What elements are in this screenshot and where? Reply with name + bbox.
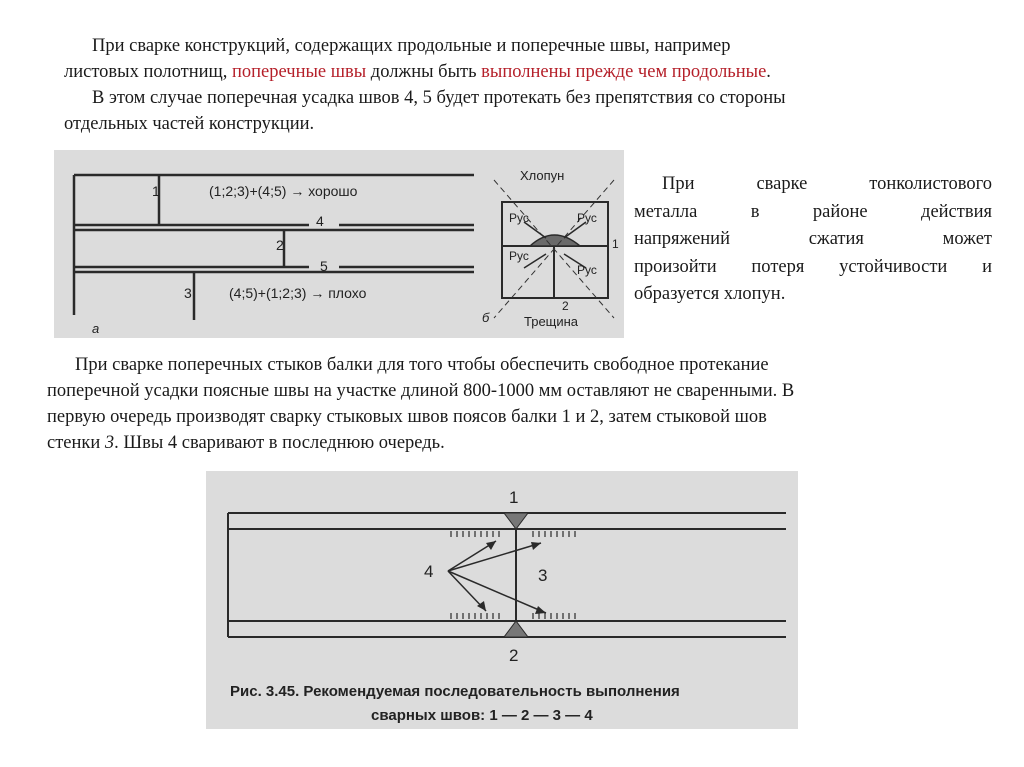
intro-line-1 [64,33,976,59]
side-word: устойчивости [839,256,948,277]
figure-a-letter: а [92,321,100,336]
side-word: сварке [756,174,808,194]
figure-b-force-top-right: Pус [577,211,597,225]
side-word: и [982,256,992,277]
beam-num-3: 3 [538,566,548,585]
beam-text-4b: 3 [104,433,115,453]
figure-caption-line-2: сварных швов: 1 — 2 — 3 — 4 [371,707,593,724]
figure-a-num-2: 2 [276,237,284,253]
beam-paragraph [47,352,977,456]
figure-a-good-label: (1;2;3)+(4;5) → хорошо [209,183,358,199]
beam-num-1: 1 [509,488,519,507]
figure-a-num-5: 5 [320,258,328,274]
side-line-2 [634,199,992,227]
beam-text-4a: стенки [47,433,105,453]
beam-num-2: 2 [509,646,519,665]
intro-paragraph [64,33,976,137]
side-line-4 [634,254,992,282]
side-word: При [662,174,695,194]
figure-b-num-1: 1 [612,237,619,251]
highlight-transverse-seams: поперечные швы [232,62,367,82]
figure-beam-weld-sequence [206,471,798,729]
figure-a-num-4: 4 [316,213,324,229]
figure-a-num-1: 1 [152,183,160,199]
beam-line-2: поперечной усадки поясные швы на участке длиной 800-1000 мм оставляют не сваренными. В [47,381,795,401]
side-word: в [750,201,760,222]
side-word: тонколистового [869,174,992,194]
intro-line-3: В этом случае поперечная усадка швов 4, 5 будет протекать без препятствия со стороны [92,88,786,108]
side-word: действия [921,201,992,222]
beam-line-3: первую очередь производят сварку стыковых швов поясов балки 1 и 2, затем стыковой шов [47,407,767,427]
figure-b-force-top-left: Pус [509,211,529,225]
beam-num-4: 4 [424,562,434,581]
side-word: металла [634,201,698,222]
side-word: районе [812,201,868,222]
side-line-1 [634,171,992,199]
intro-line-2 [64,59,976,85]
figure-a-bad-label: (4;5)+(1;2;3) → плохо [229,285,367,301]
figure-caption-line-1: Рис. 3.45. Рекомендуемая последовательность выполнения [230,683,680,700]
figure-b-num-2: 2 [562,299,569,313]
figure-a-num-3: 3 [184,285,192,301]
side-word: напряжений [634,229,730,249]
side-word: сжатия [808,229,864,249]
figure-beam-svg [206,471,798,729]
intro-line-4: отдельных частей конструкции. [64,114,315,134]
figure-b-bottom-label: Трещина [524,314,579,329]
side-word: потеря [751,256,805,277]
beam-line-1: При сварке поперечных стыков балки для того чтобы обеспечить свободное протекание [75,355,769,375]
figure-b-force-bottom-left: Pус [509,249,529,263]
figure-shrinkage-diagram [54,150,624,338]
side-word: может [942,229,992,249]
intro-text-2e: . [766,62,771,82]
figure-b-force-bottom-right: Pус [577,263,597,277]
side-line-3 [634,226,992,254]
side-word: произойти [634,256,717,277]
intro-text-2c: должны быть [366,62,482,82]
side-line-5: образуется хлопун. [634,284,786,304]
figure-b-top-label: Хлопун [520,168,565,183]
intro-text-1: При сварке конструкций, содержащих продольные и поперечные швы, например [92,36,731,56]
beam-text-4c: . Швы 4 сваривают в последнюю очередь. [114,433,445,453]
figure-b-letter: б [482,310,490,325]
side-paragraph [634,171,992,309]
intro-text-2a: листовых полотнищ, [64,62,232,82]
figure-shrinkage-svg [54,150,624,338]
beam-line-4 [47,430,977,456]
highlight-before-longitudinal: выполнены прежде чем продольные [481,62,767,82]
